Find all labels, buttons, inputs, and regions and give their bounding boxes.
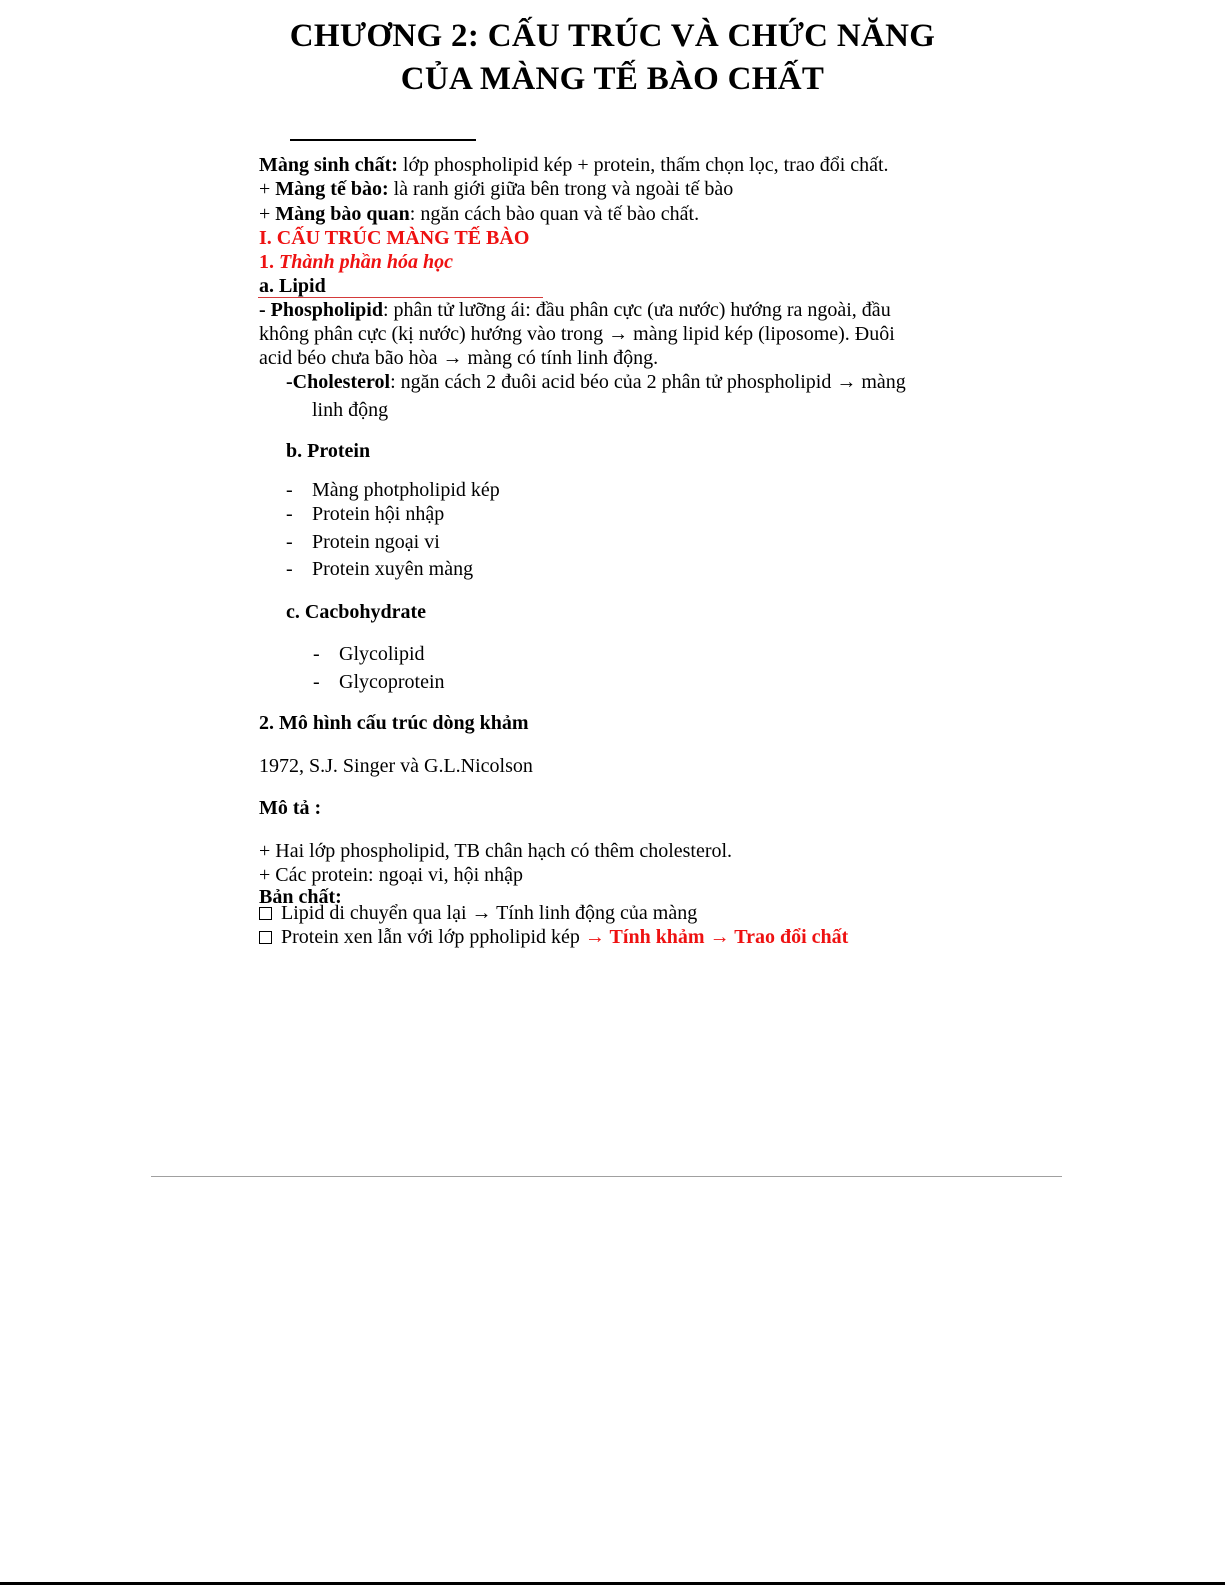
protein-item-1: Màng photpholipid kép <box>312 479 500 501</box>
protein-heading: b. Protein <box>286 440 371 462</box>
checkbox-icon <box>259 907 272 920</box>
page-title-line-1: CHƯƠNG 2: CẤU TRÚC VÀ CHỨC NĂNG <box>289 18 936 54</box>
cholesterol-line-2: linh động <box>312 399 389 421</box>
model-heading: 2. Mô hình cấu trúc dòng khảm <box>259 712 529 734</box>
cholesterol-text-1: : ngăn cách 2 đuôi acid béo của 2 phân tử phospholipid → màng <box>390 371 906 393</box>
phospholipid-label: - Phospholipid <box>259 299 383 321</box>
page-separator-line <box>151 1176 1062 1177</box>
subsection-1-number: 1. <box>259 251 279 273</box>
model-description-2: + Các protein: ngoại vi, hội nhập <box>259 864 524 886</box>
intro-cell-text: là ranh giới giữa bên trong và ngoài tế bào <box>388 178 734 200</box>
model-authors: 1972, S.J. Singer và G.L.Nicolson <box>259 755 533 777</box>
model-nature-item-2 <box>259 925 848 949</box>
protein-item-4: Protein xuyên màng <box>312 558 474 580</box>
intro-membrane-label: Màng sinh chất: <box>259 154 398 176</box>
intro-organelle-line <box>259 202 699 226</box>
intro-cell-label: Màng tế bào: <box>275 178 389 200</box>
intro-membrane-text: lớp phospholipid kép + protein, thấm chọn lọc, trao đổi chất. <box>397 154 889 176</box>
checkbox-icon <box>259 931 272 944</box>
model-nature-item-1-text: Lipid di chuyển qua lại → Tính linh động của màng <box>281 902 698 924</box>
model-nature-item-2-highlight: → Tính khảm → Trao đổi chất <box>584 926 849 948</box>
model-nature-label: Bản chất: <box>259 886 342 908</box>
intro-cell-prefix: + <box>259 178 276 200</box>
cholesterol-label: -Cholesterol <box>286 371 391 393</box>
page-title-line-2: CỦA MÀNG TẾ BÀO CHẤT <box>400 61 825 97</box>
protein-item-4-dash: - <box>286 558 293 580</box>
carbohydrate-item-2: Glycoprotein <box>339 671 445 693</box>
subsection-1-heading <box>259 250 453 274</box>
phospholipid-line-2: không phân cực (kị nước) hướng vào trong → màng lipid kép (liposome). Đuôi <box>259 323 895 345</box>
intro-organelle-text: : ngăn cách bào quan và tế bào chất. <box>409 203 700 225</box>
model-description-label: Mô tả : <box>259 797 322 819</box>
subsection-1-title: Thành phần hóa học <box>279 251 453 273</box>
protein-item-1-dash: - <box>286 479 293 501</box>
section-1-heading: I. CẤU TRÚC MÀNG TẾ BÀO <box>259 227 530 249</box>
title-underline-divider <box>290 139 476 141</box>
carbohydrate-item-2-dash: - <box>313 671 320 693</box>
protein-item-2-dash: - <box>286 503 293 525</box>
protein-item-3: Protein ngoại vi <box>312 531 440 553</box>
protein-item-3-dash: - <box>286 531 293 553</box>
model-nature-item-1 <box>259 901 697 925</box>
lipid-heading: a. Lipid <box>259 275 326 297</box>
phospholipid-line-1 <box>259 298 891 322</box>
carbohydrate-heading: c. Cacbohydrate <box>286 601 426 623</box>
phospholipid-text-1: : phân tử lưỡng ái: đầu phân cực (ưa nước) hướng ra ngoài, đầu <box>382 299 891 321</box>
model-nature-item-2-text: Protein xen lẫn với lớp ppholipid kép <box>281 926 585 948</box>
protein-item-2: Protein hội nhập <box>312 503 445 525</box>
cholesterol-line-1 <box>286 370 906 394</box>
carbohydrate-item-1-dash: - <box>313 643 320 665</box>
carbohydrate-item-1: Glycolipid <box>339 643 425 665</box>
intro-organelle-prefix: + <box>259 203 276 225</box>
intro-membrane-line <box>259 153 889 177</box>
intro-organelle-label: Màng bào quan <box>275 203 410 225</box>
model-description-1: + Hai lớp phospholipid, TB chân hạch có thêm cholesterol. <box>259 840 733 862</box>
phospholipid-line-3: acid béo chưa bão hòa → màng có tính linh động. <box>259 347 659 369</box>
intro-cell-line <box>259 177 733 201</box>
